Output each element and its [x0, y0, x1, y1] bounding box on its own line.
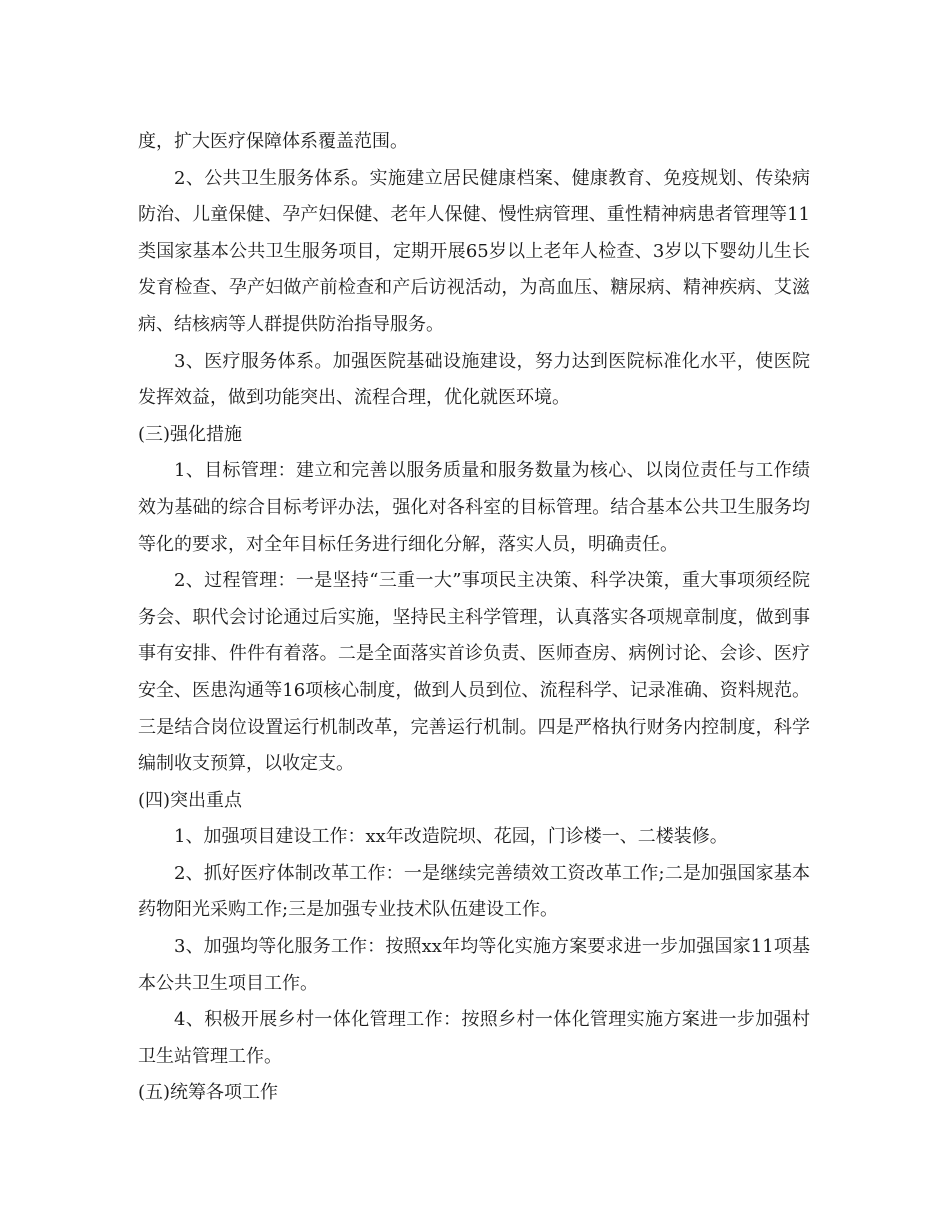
- paragraph-village-integration: 4、积极开展乡村一体化管理工作：按照乡村一体化管理实施方案进一步加强村卫生站管理工作。: [138, 1009, 810, 1067]
- paragraph-process-management: 2、过程管理：一是坚持“三重一大”事项民主决策、科学决策，重大事项须经院务会、职代会讨论通过后实施，坚持民主科学管理，认真落实各项规章制度，做到事事有安排、件件有着落。二是全面落实首诊负责、医师查房、病例讨论、会诊、医疗安全、医患沟通等16项核心制度，做到人员到位、流程科学、记录准确、资料规范。三是结合岗位设置运行机制改革，完善运行机制。四是严格执行财务内控制度，科学编制收支预算，以收定支。: [138, 570, 810, 775]
- paragraph-continuation: 度，扩大医疗保障体系覆盖范围。: [138, 131, 408, 152]
- document-body: [138, 124, 810, 1112]
- paragraph-medical-reform: 2、抓好医疗体制改革工作：一是继续完善绩效工资改革工作;二是加强国家基本药物阳光采购工作;三是加强专业技术队伍建设工作。: [138, 862, 810, 921]
- paragraph-equalization-service: 3、加强均等化服务工作：按照xx年均等化实施方案要求进一步加强国家11项基本公共卫生项目工作。: [138, 936, 810, 994]
- paragraph-public-health-system: 2、公共卫生服务体系。实施建立居民健康档案、健康教育、免疫规划、传染病防治、儿童保健、孕产妇保健、老年人保健、慢性病管理、重性精神病患者管理等11类国家基本公共卫生服务项目，定期开展65岁以上老年人检查、3岁以下婴幼儿生长发育检查、孕产妇做产前检查和产后访视活动，为高血压、糖尿病、精神疾病、艾滋病、结核病等人群提供防治指导服务。: [138, 167, 810, 335]
- section-heading-3: (三)强化措施: [138, 423, 243, 445]
- section-heading-4: (四)突出重点: [138, 789, 243, 811]
- section-heading-5: (五)统筹各项工作: [138, 1082, 279, 1104]
- paragraph-medical-service-system: 3、医疗服务体系。加强医院基础设施建设，努力达到医院标准化水平，使医院发挥效益，做到功能突出、流程合理，优化就医环境。: [138, 350, 810, 409]
- paragraph-target-management: 1、目标管理：建立和完善以服务质量和服务数量为核心、以岗位责任与工作绩效为基础的综合目标考评办法，强化对各科室的目标管理。结合基本公共卫生服务均等化的要求，对全年目标任务进行细化分解，落实人员，明确责任。: [138, 460, 810, 555]
- paragraph-project-construction: 1、加强项目建设工作：xx年改造院坝、花园，门诊楼一、二楼装修。: [174, 826, 728, 848]
